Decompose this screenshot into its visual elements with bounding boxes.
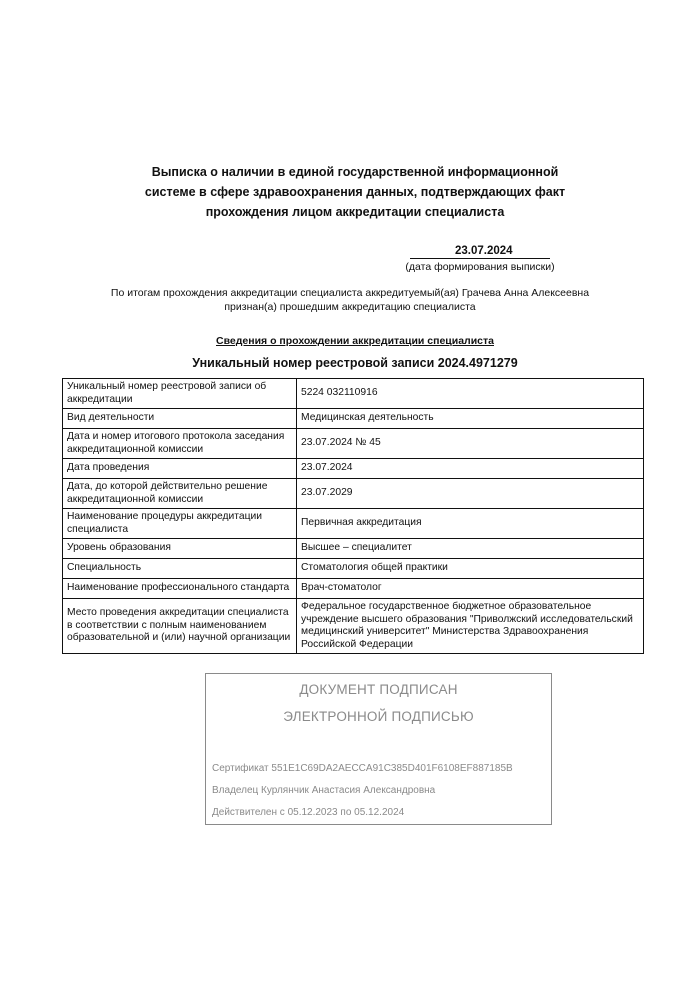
section-title: Сведения о прохождении аккредитации специалиста	[216, 335, 494, 347]
stamp-line-1: ДОКУМЕНТ ПОДПИСАН	[299, 682, 458, 697]
row-value: Медицинская деятельность	[297, 409, 644, 429]
title-line-1: Выписка о наличии в единой государственной информационной	[151, 165, 559, 179]
row-value: 23.07.2024 № 45	[297, 429, 644, 459]
result-line-1: По итогам прохождения аккредитации специалиста аккредитуемый(ая) Грачева Анна Алексеевна	[110, 287, 590, 299]
row-key: Место проведения аккредитации специалиста в соответствии с полным наименованием образовательной и (или) научной организации	[63, 599, 297, 654]
table-row	[63, 379, 644, 409]
document-title	[120, 162, 590, 222]
electronic-signature-stamp	[205, 673, 552, 825]
accreditation-details-table	[62, 378, 644, 654]
result-line-2: признан(а) прошедшим аккредитацию специалиста	[224, 301, 476, 313]
issue-date-caption: (дата формирования выписки)	[405, 261, 555, 273]
row-key: Специальность	[63, 559, 297, 579]
title-line-2: системе в сфере здравоохранения данных, подтверждающих факт	[144, 185, 566, 199]
row-key: Дата, до которой действительно решение аккредитационной комиссии	[63, 479, 297, 509]
title-line-3: прохождения лицом аккредитации специалиста	[205, 205, 505, 219]
row-value: 23.07.2029	[297, 479, 644, 509]
row-key: Дата и номер итогового протокола заседания аккредитационной комиссии	[63, 429, 297, 459]
row-value: 23.07.2024	[297, 459, 644, 479]
table-row	[63, 559, 644, 579]
row-key: Уникальный номер реестровой записи об аккредитации	[63, 379, 297, 409]
row-value: Стоматология общей практики	[297, 559, 644, 579]
stamp-owner: Владелец Курлянчик Анастасия Александровна	[212, 785, 436, 796]
accreditation-result	[80, 286, 620, 314]
row-value: Высшее – специалитет	[297, 539, 644, 559]
table-row	[63, 579, 644, 599]
table-row	[63, 479, 644, 509]
table-row	[63, 509, 644, 539]
row-value: Врач-стоматолог	[297, 579, 644, 599]
row-value: 5224 032110916	[297, 379, 644, 409]
row-key: Наименование профессионального стандарта	[63, 579, 297, 599]
table-row	[63, 409, 644, 429]
row-key: Вид деятельности	[63, 409, 297, 429]
issue-date-block	[400, 241, 560, 274]
stamp-certificate: Сертификат 551E1C69DA2AECCA91C385D401F6108EF887185B	[212, 763, 513, 774]
registry-number-title: Уникальный номер реестровой записи 2024.4971279	[192, 356, 518, 370]
issue-date: 23.07.2024	[410, 244, 550, 259]
table-row	[63, 599, 644, 654]
row-value: Федеральное государственное бюджетное образовательное учреждение высшего образования "Приволжский исследовательский медицинский университет" Министерства Здравоохранения Российской Федерации	[297, 599, 644, 654]
row-key: Уровень образования	[63, 539, 297, 559]
stamp-validity: Действителен с 05.12.2023 по 05.12.2024	[212, 807, 405, 818]
row-key: Наименование процедуры аккредитации специалиста	[63, 509, 297, 539]
table-row	[63, 459, 644, 479]
row-value: Первичная аккредитация	[297, 509, 644, 539]
table-row	[63, 539, 644, 559]
row-key: Дата проведения	[63, 459, 297, 479]
table-row	[63, 429, 644, 459]
stamp-line-2: ЭЛЕКТРОННОЙ ПОДПИСЬЮ	[283, 709, 474, 724]
